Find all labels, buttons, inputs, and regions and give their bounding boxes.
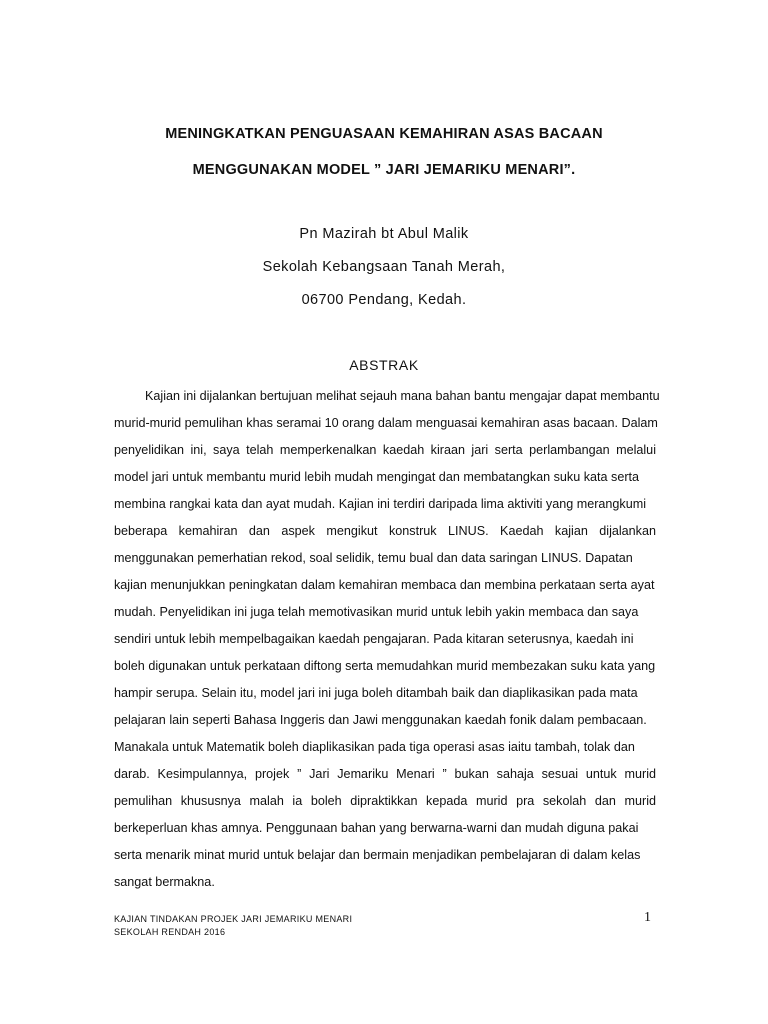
school-name: Sekolah Kebangsaan Tanah Merah, xyxy=(262,259,506,275)
title-line-1: MENINGKATKAN PENGUASAAN KEMAHIRAN ASAS BACAAN xyxy=(165,126,603,142)
title-line-2: MENGGUNAKAN MODEL ” JARI JEMARIKU MENARI”. xyxy=(192,162,576,178)
abstract-line: Kajian ini dijalankan bertujuan melihat sejauh mana bahan bantu mengajar dapat membantu xyxy=(145,389,660,403)
footer-school-year: SEKOLAH RENDAH 2016 xyxy=(114,927,226,937)
abstract-line: berkeperluan khas amnya. Penggunaan bahan yang berwarna-warni dan mudah diguna pakai xyxy=(114,821,639,835)
abstract-line: serta menarik minat murid untuk belajar dan bermain menjadikan pembelajaran di dalam kelas xyxy=(114,848,641,862)
abstract-line: mudah. Penyelidikan ini juga telah memotivasikan murid untuk lebih yakin membaca dan saya xyxy=(114,605,639,619)
abstract-heading: ABSTRAK xyxy=(349,357,419,373)
abstract-line: sendiri untuk lebih mempelbagaikan kaedah pengajaran. Pada kitaran seterusnya, kaedah ini xyxy=(114,632,634,646)
abstract-line: sangat bermakna. xyxy=(114,875,215,889)
abstract-line: pemulihan khususnya malah ia boleh dipraktikkan kepada murid pra sekolah dan murid xyxy=(114,794,656,808)
abstract-line: murid-murid pemulihan khas seramai 10 orang dalam menguasai kemahiran asas bacaan. Dalam xyxy=(114,416,658,430)
abstract-line: penyelidikan ini, saya telah memperkenalkan kaedah kiraan jari serta perlambangan melalui xyxy=(114,443,656,457)
abstract-line: membina rangkai kata dan ayat mudah. Kajian ini terdiri daripada lima aktiviti yang merangkumi xyxy=(114,497,647,511)
author-name: Pn Mazirah bt Abul Malik xyxy=(299,226,469,242)
abstract-line: menggunakan pemerhatian rekod, soal selidik, temu bual dan data saringan LINUS. Dapatan xyxy=(114,551,633,565)
footer-project-title: KAJIAN TINDAKAN PROJEK JARI JEMARIKU MENARI xyxy=(114,914,353,924)
page-number: 1 xyxy=(644,910,651,925)
abstract-line: boleh digunakan untuk perkataan diftong serta memudahkan murid membezakan suku kata yang xyxy=(114,659,656,673)
abstract-line: model jari untuk membantu murid lebih mudah mengingat dan membatangkan suku kata serta xyxy=(114,470,640,484)
abstract-line: kajian menunjukkan peningkatan dalam kemahiran membaca dan membina perkataan serta ayat xyxy=(114,578,655,592)
abstract-line: darab. Kesimpulannya, projek ” Jari Jemariku Menari ” bukan sahaja sesuai untuk murid xyxy=(114,767,656,781)
abstract-line: beberapa kemahiran dan aspek mengikut konstruk LINUS. Kaedah kajian dijalankan xyxy=(114,524,656,538)
school-address: 06700 Pendang, Kedah. xyxy=(301,292,467,308)
abstract-line: hampir serupa. Selain itu, model jari ini juga boleh ditambah baik dan diaplikasikan pada mata xyxy=(114,686,638,700)
abstract-line: Manakala untuk Matematik boleh diaplikasikan pada tiga operasi asas iaitu tambah, tolak dan xyxy=(114,740,635,754)
abstract-line: pelajaran lain seperti Bahasa Inggeris dan Jawi menggunakan kaedah fonik dalam pembacaan. xyxy=(114,713,647,727)
